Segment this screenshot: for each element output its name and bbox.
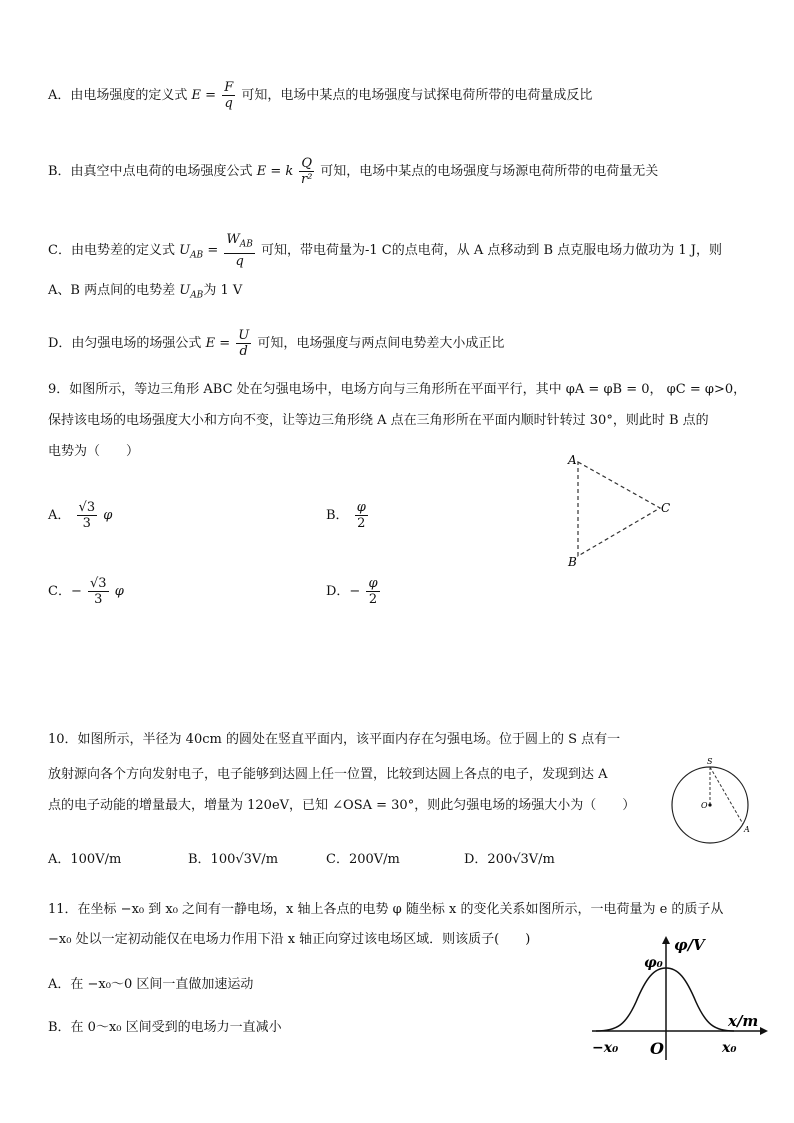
q11-neg-x0-label: −x₀ — [592, 1040, 619, 1056]
q9-stem-line2: 保持该电场的电场强度大小和方向不变，让等边三角形绕 A 点在三角形所在平面内顺时针转过 30°，则此时 B 点的 — [48, 413, 709, 428]
q10-stem-line2: 放射源向各个方向发射电子，电子能够到达圆上任一位置，比较到达圆上各点的电子，发现到达 A — [48, 767, 608, 782]
q11-y-axis-arrow — [662, 936, 670, 944]
q8-option-a-denominator: q — [224, 96, 233, 111]
q9-option-c-label: C．− — [48, 584, 82, 599]
q8-option-c — [48, 232, 722, 269]
q9-stem-line3: 电势为（ ） — [48, 444, 140, 459]
q8-option-d-denominator: d — [239, 344, 248, 359]
q11-x0-label: x₀ — [722, 1040, 737, 1056]
q9-option-b — [326, 500, 370, 531]
q8-option-c-denominator: q — [235, 253, 244, 269]
q8-option-d-post: 可知，电场强度与两点间电势差大小成正比 — [257, 336, 505, 351]
q9-option-c-phi: φ — [114, 584, 124, 599]
q8-option-d-numerator: U — [238, 328, 250, 343]
q9-option-b-label: B． — [326, 508, 349, 523]
q10-label-o: O — [701, 801, 708, 810]
q9-option-a-label: A． — [48, 508, 71, 523]
q9-triangle — [578, 462, 660, 556]
q11-option-a: A．在 −x₀～0 区间一直做加速运动 — [48, 977, 254, 992]
q8-option-d-fraction — [236, 328, 251, 359]
q10-option-a: A．100V/m — [48, 852, 122, 867]
q8-option-b-pre: B．由真空中点电荷的电场强度公式 — [48, 164, 253, 179]
q8-option-c-pre: C．由电势差的定义式 — [48, 242, 175, 258]
q8-option-c-fraction — [224, 232, 255, 269]
q8-option-c-eq: = — [207, 242, 219, 258]
q9-option-d-fraction — [366, 576, 379, 607]
q10-chord-sa — [710, 767, 743, 824]
q10-stem-line3: 点的电子动能的增量最大，增量为 120eV，已知 ∠OSA = 30°，则此匀强电场的场强大小为（ ） — [48, 798, 636, 813]
q11-stem-line2: −x₀ 处以一定初动能仅在电场力作用下沿 x 轴正向穿过该电场区域．则该质子( ) — [48, 932, 531, 947]
q9-option-b-numerator: φ — [356, 500, 366, 515]
q9-option-d — [326, 576, 382, 607]
q10-option-c: C．200V/m — [326, 852, 400, 867]
q8-option-d — [48, 328, 504, 359]
q10-circle-figure — [668, 758, 758, 848]
q11-option-b: B．在 0～x₀ 区间受到的电场力一直减小 — [48, 1020, 282, 1035]
q8-option-c-numerator — [224, 232, 255, 254]
q8-option-b — [48, 156, 658, 187]
q9-option-b-denominator: 2 — [357, 516, 366, 531]
q9-option-d-denominator: 2 — [368, 592, 378, 607]
q11-phi0-label: φ₀ — [644, 955, 663, 971]
q9-label-b: B — [568, 555, 577, 569]
q8-option-b-numerator: Q — [301, 156, 313, 171]
q9-option-c-denominator: 3 — [94, 592, 103, 607]
q11-x-axis-label: x/m — [728, 1012, 759, 1030]
q8-option-b-post: 可知，电场中某点的电场强度与场源电荷所带的电荷量无关 — [320, 164, 659, 179]
q11-x-axis-arrow — [760, 1027, 768, 1035]
q8-option-c-post: 可知，带电荷量为-1 C的点电荷，从 A 点移动到 B 点克服电场力做功为 1 J，则 — [261, 242, 722, 258]
q11-potential-graph — [588, 930, 768, 1065]
q10-option-b: B．100√3V/m — [188, 852, 279, 867]
q8-option-c-w: W — [226, 232, 240, 247]
q10-label-s: S — [707, 757, 713, 766]
q9-label-c: C — [661, 501, 671, 515]
q9-label-a: A — [568, 453, 577, 467]
q8-option-a — [48, 80, 592, 111]
q9-stem-line1: 9．如图所示，等边三角形 ABC 处在匀强电场中，电场方向与三角形所在平面平行，其中 φA = φB = 0， φC = φ>0， — [48, 382, 747, 397]
q8-option-c-line2-post: 为 1 V — [203, 283, 243, 298]
q8-option-a-post: 可知，电场中某点的电场强度与试探电荷所带的电荷量成反比 — [241, 88, 593, 103]
q11-origin-label: O — [650, 1039, 664, 1058]
q8-option-a-fraction — [222, 80, 235, 111]
q8-option-c-w-sub: AB — [239, 239, 253, 250]
q11-potential-curve — [596, 968, 734, 1031]
q8-option-b-denominator: r² — [300, 172, 313, 187]
q8-option-b-formula-lhs: E = k — [256, 164, 294, 179]
q9-triangle-figure — [560, 450, 680, 570]
q8-option-c-line2-u: U — [179, 283, 191, 298]
q9-option-a-fraction — [77, 500, 98, 531]
q9-option-a — [48, 500, 112, 531]
q9-option-d-label: D．− — [326, 584, 361, 599]
q8-option-c-line2 — [48, 281, 242, 306]
q9-option-a-denominator: 3 — [82, 516, 91, 531]
q10-stem-line1: 10．如图所示，半径为 40cm 的圆处在竖直平面内，该平面内存在匀强电场。位于圆上的 S 点有一 — [48, 732, 621, 747]
q11-y-axis-label: φ/V — [674, 936, 705, 954]
q9-option-c-numerator: √3 — [89, 576, 107, 591]
q8-option-c-u-sub: AB — [190, 250, 204, 261]
q10-label-a: A — [744, 825, 750, 834]
q9-option-b-fraction — [355, 500, 368, 531]
q9-option-a-numerator: √3 — [78, 500, 96, 515]
q8-option-b-fraction — [299, 156, 314, 187]
q8-option-a-numerator: F — [224, 80, 234, 95]
q9-option-d-numerator: φ — [368, 576, 378, 591]
q8-option-c-line2-sub: AB — [190, 290, 204, 301]
q9-option-c-fraction — [88, 576, 109, 607]
q10-option-d: D．200√3V/m — [464, 852, 555, 867]
q8-option-a-formula-lhs: E = — [191, 88, 217, 103]
q10-center-dot — [708, 803, 711, 806]
q9-option-c — [48, 576, 124, 607]
q9-option-a-phi: φ — [103, 508, 113, 523]
q11-stem-line1: 11．在坐标 −x₀ 到 x₀ 之间有一静电场，x 轴上各点的电势 φ 随坐标 x 的变化关系如图所示，一电荷量为 e 的质子从 — [48, 902, 724, 917]
q8-option-a-pre: A．由电场强度的定义式 — [48, 88, 188, 103]
q8-option-c-line2-pre: A、B 两点间的电势差 — [48, 283, 176, 298]
q8-option-d-pre: D．由匀强电场的场强公式 — [48, 336, 202, 351]
q8-option-d-formula-lhs: E = — [205, 336, 231, 351]
q8-option-c-u: U — [179, 242, 191, 258]
